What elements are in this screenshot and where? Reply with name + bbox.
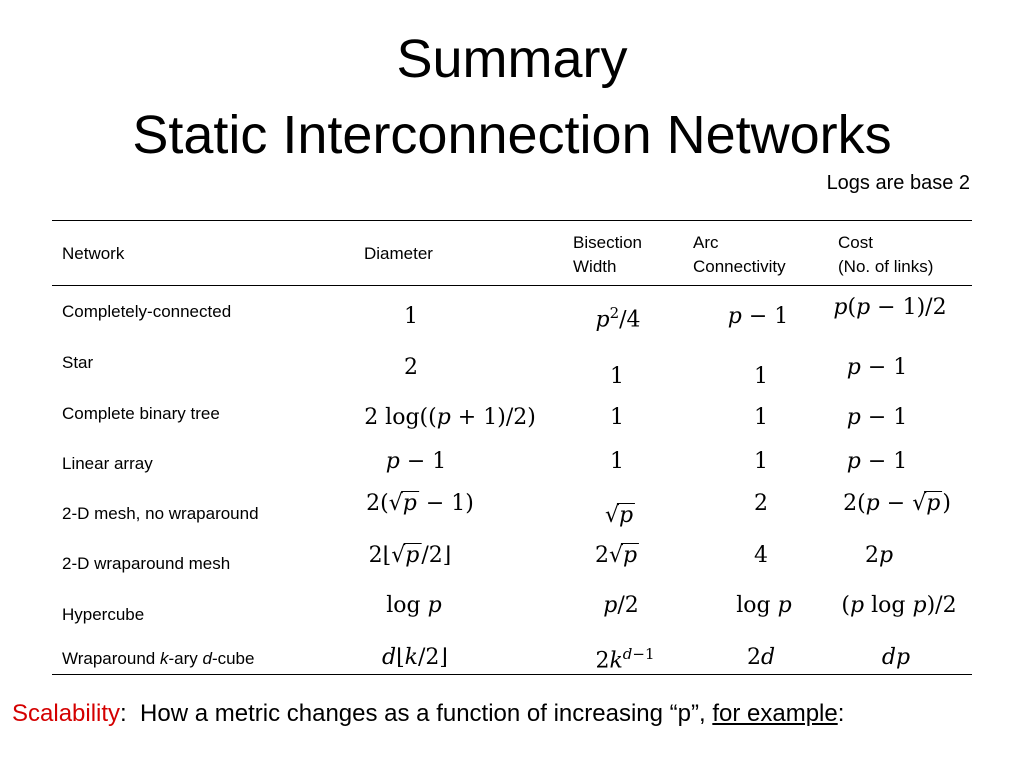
row-name-kary-dcube xyxy=(62,649,254,669)
cell-bisection: 1 xyxy=(610,405,624,430)
cell-arc: 2d xyxy=(746,645,776,670)
table-header-rule xyxy=(52,285,972,286)
cell-bisection: 1 xyxy=(610,449,624,474)
col-header-bisection-line1: Bisection xyxy=(573,233,642,252)
row-name-part: Wraparound xyxy=(62,649,160,668)
cell-cost: p − 1 xyxy=(846,405,908,430)
row-name-part-k: k xyxy=(159,649,169,668)
cell-arc: p − 1 xyxy=(727,304,789,329)
row-name-part: -ary xyxy=(168,649,203,668)
cell-arc: 1 xyxy=(754,405,768,430)
cell-cost: dp xyxy=(881,645,911,670)
scalability-term: Scalability xyxy=(12,700,121,727)
cell-bisection: p/2 xyxy=(603,593,639,618)
col-header-arc-line2: Connectivity xyxy=(693,257,786,276)
cell-arc: 2 xyxy=(754,491,768,516)
row-name-2d-wraparound-mesh: 2-D wraparound mesh xyxy=(62,554,231,573)
logs-note: Logs are base 2 xyxy=(826,172,970,194)
row-name-part-d: d xyxy=(202,649,212,668)
col-header-cost-line1: Cost xyxy=(838,233,873,252)
table-bottom-rule xyxy=(52,674,972,675)
cell-bisection: $2k^{d-1}$ xyxy=(595,645,655,674)
cell-bisection: 2√p xyxy=(594,543,638,568)
cell-diameter: 2 xyxy=(404,355,418,380)
cell-bisection: 1 xyxy=(610,364,624,389)
row-name-complete-binary-tree: Complete binary tree xyxy=(62,404,220,423)
for-example-link: for example xyxy=(712,700,838,727)
cell-arc: 4 xyxy=(754,543,768,568)
cell-cost: 2(p − √p) xyxy=(843,491,951,516)
cell-diameter: log p xyxy=(386,593,442,618)
table-top-rule xyxy=(52,220,972,221)
col-header-diameter: Diameter xyxy=(364,244,433,263)
cell-cost: p − 1 xyxy=(846,355,908,380)
scalability-colon: : xyxy=(120,700,127,727)
scalability-text: How a metric changes as a function of increasing “p”, xyxy=(126,700,713,727)
col-header-bisection-line2: Width xyxy=(573,257,617,276)
col-header-cost xyxy=(838,231,933,279)
cell-arc: log p xyxy=(736,593,792,618)
cell-arc: 1 xyxy=(754,364,768,389)
cell-diameter: d⌊k/2⌋ xyxy=(381,645,449,670)
cell-diameter: p − 1 xyxy=(385,449,447,474)
row-name-hypercube: Hypercube xyxy=(62,605,145,624)
cell-diameter: 2⌊√p/2⌋ xyxy=(368,543,452,568)
row-name-star: Star xyxy=(62,353,94,372)
cell-cost: p − 1 xyxy=(846,449,908,474)
col-header-arc xyxy=(693,231,786,279)
cell-diameter: 2 log((p + 1)/2) xyxy=(364,405,536,430)
col-header-arc-line1: Arc xyxy=(693,233,719,252)
cell-bisection: √p xyxy=(604,503,634,528)
slide-title-line2: Static Interconnection Networks xyxy=(132,105,892,165)
row-name-2d-mesh: 2-D mesh, no wraparound xyxy=(62,504,259,523)
col-header-cost-line2: (No. of links) xyxy=(838,257,934,276)
cell-cost: p(p − 1)/2 xyxy=(833,295,947,320)
scalability-note xyxy=(12,700,844,728)
row-name-part: -cube xyxy=(211,649,255,668)
row-name-completely-connected: Completely-connected xyxy=(62,302,232,321)
col-header-bisection xyxy=(573,231,642,279)
cell-arc: 1 xyxy=(754,449,768,474)
col-header-network: Network xyxy=(62,244,125,263)
cell-diameter: 2(√p − 1) xyxy=(366,491,474,516)
cell-cost: (p log p)/2 xyxy=(841,593,957,618)
slide-title-line1: Summary xyxy=(396,29,628,89)
scalability-end: : xyxy=(837,700,845,727)
cell-bisection: $p^2/4$ xyxy=(595,304,641,333)
cell-diameter: 1 xyxy=(404,304,418,329)
cell-cost: 2p xyxy=(864,543,894,568)
row-name-linear-array: Linear array xyxy=(62,454,153,473)
